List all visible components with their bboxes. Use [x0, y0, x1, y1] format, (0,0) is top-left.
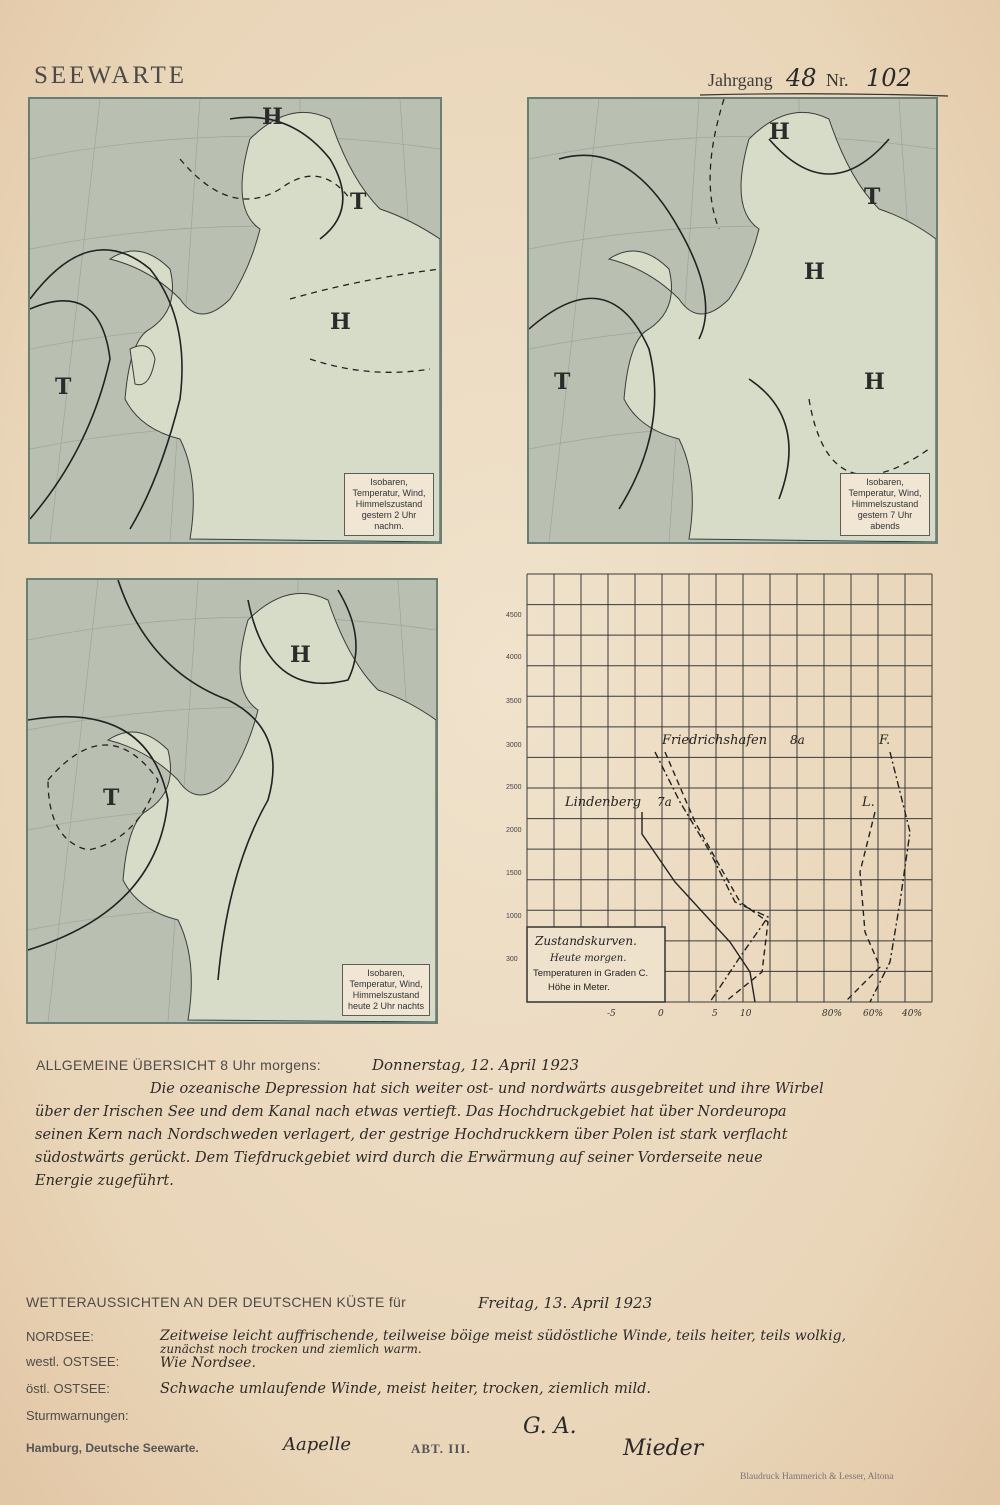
overview-line-5: Energie zugeführt.	[35, 1173, 174, 1189]
chart-y-tick-label: 1500	[506, 870, 522, 877]
svg-text:H: H	[262, 104, 283, 130]
svg-text:T: T	[554, 369, 571, 395]
nordsee-label: NORDSEE:	[26, 1329, 94, 1344]
svg-text:H: H	[804, 259, 825, 285]
jahrgang-value: 48	[786, 64, 817, 92]
svg-text:T: T	[55, 374, 72, 400]
oestl-ostsee-text: Schwache umlaufende Winde, meist heiter, trocken, ziemlich mild.	[160, 1381, 652, 1397]
map-1-legend: Isobaren, Temperatur, Wind, Himmelszustand gestern 2 Uhr nachm.	[344, 473, 434, 536]
sounding-chart-svg	[500, 572, 940, 1022]
weather-map-tonight	[26, 578, 438, 1024]
footer-initials: G. A.	[523, 1414, 577, 1439]
lindenberg-label: Lindenberg	[565, 795, 642, 810]
map-3-legend: Isobaren, Temperatur, Wind, Himmelszustand heute 2 Uhr nachts	[342, 964, 430, 1016]
overview-line-3: seinen Kern nach Nordschweden verlagert, der gestrige Hochdruckkern über Polen ist stark verflacht	[35, 1127, 788, 1143]
nr-value: 102	[866, 64, 912, 92]
overview-line-1: Die ozeanische Depression hat sich weiter ost- und nordwärts ausgebreitet und ihre Wirbel	[150, 1081, 824, 1097]
chart-note-height: Höhe in Meter.	[548, 982, 610, 993]
series-l-label: L.	[862, 795, 875, 810]
map-2-legend: Isobaren, Temperatur, Wind, Himmelszustand gestern 7 Uhr abends	[840, 473, 930, 536]
forecast-label: WETTERAUSSICHTEN AN DER DEUTSCHEN KÜSTE für	[26, 1294, 407, 1310]
svg-text:T: T	[103, 785, 120, 811]
chart-y-tick-label: 3500	[506, 698, 522, 705]
chart-y-tick-label: 2500	[506, 784, 522, 791]
chart-title: Zustandskurven.	[535, 934, 637, 948]
nr-label: Nr.	[826, 70, 849, 90]
svg-text:H: H	[864, 369, 885, 395]
footer-signature-2: Mieder	[623, 1436, 704, 1461]
friedrichshafen-label: Friedrichshafen	[662, 733, 768, 748]
svg-text:T: T	[864, 184, 881, 210]
map-3-graphic	[28, 580, 436, 1022]
chart-y-tick-label: 4500	[506, 612, 522, 619]
footer-office: Hamburg, Deutsche Seewarte.	[26, 1441, 199, 1455]
chart-x-tick-label: 5	[712, 1009, 718, 1019]
chart-note-temp: Temperaturen in Graden C.	[533, 968, 649, 979]
overview-line-2: über der Irischen See und dem Kanal nach etwas vertieft. Das Hochdruckgebiet hat über Nordeuropa	[35, 1104, 787, 1120]
chart-y-tick-label: 4000	[506, 654, 522, 661]
humidity-curve-l	[845, 812, 880, 1002]
weather-map-yesterday-afternoon	[28, 97, 442, 544]
chart-humidity-tick-label: 40%	[902, 1009, 923, 1019]
svg-text:H: H	[290, 642, 311, 668]
chart-y-tick-label: 300	[506, 956, 518, 963]
westl-ostsee-label: westl. OSTSEE:	[26, 1354, 120, 1369]
chart-subtitle: Heute morgen.	[550, 953, 627, 964]
humidity-curve-f	[870, 752, 910, 1002]
overview-date: Donnerstag, 12. April 1923	[372, 1056, 579, 1074]
jahrgang-label: Jahrgang	[708, 70, 773, 90]
oestl-ostsee-label: östl. OSTSEE:	[26, 1381, 110, 1396]
nordsee-text: Zeitweise leicht auffrischende, teilweise böige meist südöstliche Winde, teils heiter, teils wolkig,	[160, 1328, 847, 1344]
footer-department: ABT. III.	[411, 1441, 471, 1456]
westl-ostsee-text: Wie Nordsee.	[160, 1355, 256, 1371]
lindenberg-suffix: 7a	[657, 795, 672, 809]
chart-legend-box	[527, 927, 665, 1002]
series-f-label: F.	[879, 733, 891, 748]
svg-text:H: H	[769, 119, 790, 145]
svg-text:H: H	[330, 309, 351, 335]
chart-x-tick-label: 10	[740, 1009, 752, 1019]
footer-printer: Blaudruck Hammerich & Lesser, Altona	[740, 1472, 894, 1482]
overview-label: ALLGEMEINE ÜBERSICHT 8 Uhr morgens:	[36, 1057, 321, 1073]
friedrichshafen-suffix: 8a	[790, 733, 805, 747]
svg-text:T: T	[350, 189, 367, 215]
nordsee-text-cont: zunächst noch trocken und ziemlich warm.	[160, 1342, 422, 1356]
page-title: SEEWARTE	[34, 62, 188, 89]
sturmwarnungen-label: Sturmwarnungen:	[26, 1408, 129, 1423]
footer-signature-1: Aapelle	[283, 1434, 352, 1455]
chart-y-tick-label: 1000	[506, 913, 522, 920]
overview-line-4: südostwärts gerückt. Dem Tiefdruckgebiet wird durch die Erwärmung auf seiner Vorderseite neue	[35, 1150, 763, 1166]
chart-humidity-tick-label: 60%	[863, 1009, 884, 1019]
weather-map-yesterday-evening	[527, 97, 938, 544]
chart-y-tick-label: 3000	[506, 742, 522, 749]
forecast-date: Freitag, 13. April 1923	[478, 1294, 653, 1312]
chart-y-tick-label: 2000	[506, 827, 522, 834]
chart-x-tick-label: -5	[607, 1009, 616, 1019]
sounding-chart	[500, 572, 940, 1022]
chart-humidity-tick-label: 80%	[822, 1009, 843, 1019]
chart-x-tick-label: 0	[658, 1009, 664, 1019]
